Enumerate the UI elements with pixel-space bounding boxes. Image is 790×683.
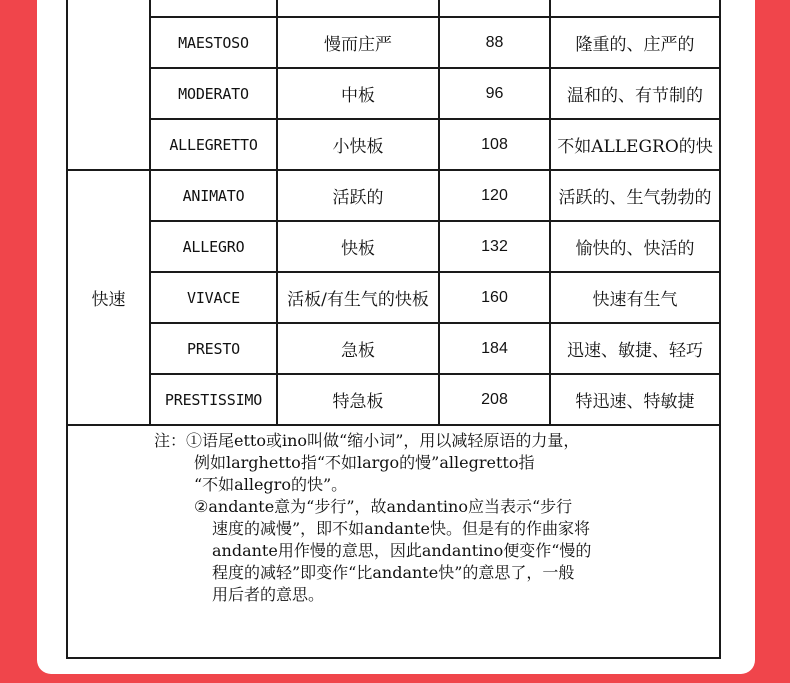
table-row	[67, 119, 720, 170]
meaning-cell: 特迅速、特敏捷	[550, 374, 720, 425]
chinese-name-cell	[277, 0, 439, 17]
meaning-cell: 隆重的、庄严的	[550, 17, 720, 68]
term-cell: ALLEGRO	[150, 221, 277, 272]
meaning-cell: 快速有生气	[550, 272, 720, 323]
table-row	[67, 221, 720, 272]
term-cell: MAESTOSO	[150, 17, 277, 68]
bpm-cell: 184	[439, 323, 550, 374]
term-cell: MODERATO	[150, 68, 277, 119]
term-cell: ALLEGRETTO	[150, 119, 277, 170]
chinese-name-cell: 小快板	[277, 119, 439, 170]
notes-row	[67, 425, 720, 658]
note-line: 例如larghetto指“不如largo的慢”allegretto指	[194, 453, 535, 472]
note-line: ②andante意为“步行”，故andantino应当表示“步行	[194, 497, 573, 516]
meaning-cell: 不如ALLEGRO的快	[550, 119, 720, 170]
bpm-cell: 88	[439, 17, 550, 68]
table-row	[67, 170, 720, 221]
bpm-cell: 160	[439, 272, 550, 323]
table-row	[67, 323, 720, 374]
chinese-name-cell: 活跃的	[277, 170, 439, 221]
table-row	[67, 374, 720, 425]
term-cell: PRESTISSIMO	[150, 374, 277, 425]
table-row	[67, 17, 720, 68]
note-line: 程度的减轻”即变作“比andante快”的意思了，一般	[212, 563, 575, 582]
chinese-name-cell: 急板	[277, 323, 439, 374]
note-line: 用后者的意思。	[212, 585, 325, 604]
tempo-table	[66, 0, 721, 659]
bpm-cell: 132	[439, 221, 550, 272]
chinese-name-cell: 慢而庄严	[277, 17, 439, 68]
chinese-name-cell: 特急板	[277, 374, 439, 425]
category-cell-fast: 快速	[67, 170, 150, 425]
table-row	[67, 272, 720, 323]
meaning-cell: 活跃的、生气勃勃的	[550, 170, 720, 221]
term-cell: VIVACE	[150, 272, 277, 323]
note-line: “不如allegro的快”。	[194, 475, 348, 494]
note-line: andante用作慢的意思，因此andantino便变作“慢的	[212, 541, 592, 560]
meaning-cell: 愉快的、快活的	[550, 221, 720, 272]
notes-text	[68, 426, 719, 606]
term-cell	[150, 0, 277, 17]
term-cell: ANIMATO	[150, 170, 277, 221]
term-cell: PRESTO	[150, 323, 277, 374]
bpm-cell: 120	[439, 170, 550, 221]
bpm-cell: 208	[439, 374, 550, 425]
table-row	[67, 68, 720, 119]
chinese-name-cell: 中板	[277, 68, 439, 119]
note-line: 速度的减慢”，即不如andante快。但是有的作曲家将	[212, 519, 591, 538]
note-line: 注：①语尾etto或ino叫做“缩小词”，用以减轻原语的力量，	[154, 431, 580, 450]
table-row	[67, 0, 720, 17]
meaning-cell: 温和的、有节制的	[550, 68, 720, 119]
chinese-name-cell: 活板/有生气的快板	[277, 272, 439, 323]
meaning-cell: 迅速、敏捷、轻巧	[550, 323, 720, 374]
bpm-cell: 108	[439, 119, 550, 170]
bpm-cell: 96	[439, 68, 550, 119]
bpm-cell	[439, 0, 550, 17]
chinese-name-cell: 快板	[277, 221, 439, 272]
category-cell-slow	[67, 0, 150, 170]
meaning-cell	[550, 0, 720, 17]
notes-cell	[67, 425, 720, 658]
